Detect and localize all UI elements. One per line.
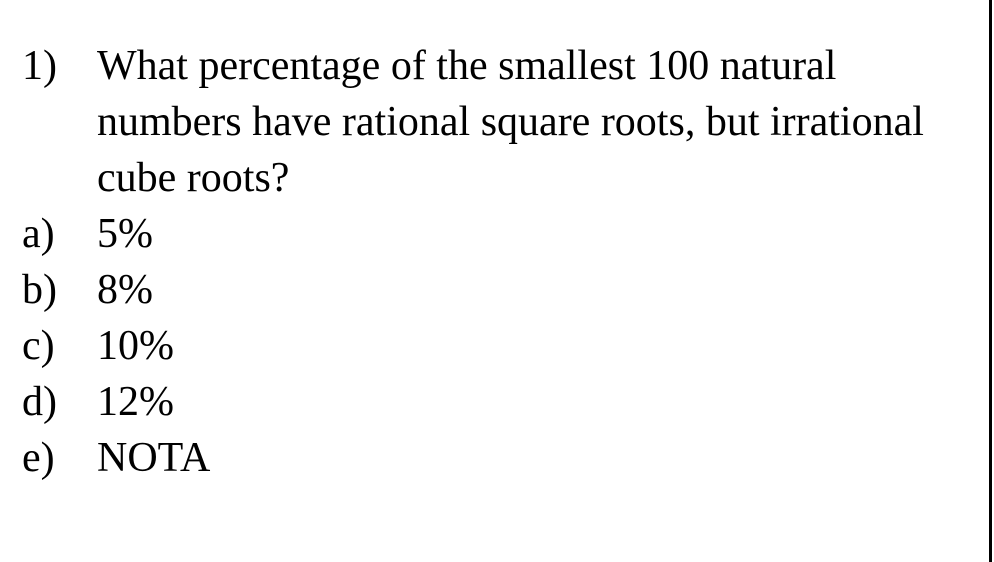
option-letter: b): [22, 267, 57, 313]
option-text: 8%: [97, 267, 153, 313]
option-letter: d): [22, 379, 57, 425]
next-question-partial: [30, 538, 650, 562]
question-number: 1): [22, 43, 57, 89]
option-a: [22, 206, 952, 262]
option-d: [22, 374, 952, 430]
option-e: [22, 430, 952, 486]
option-letter: e): [22, 435, 55, 481]
option-text: 5%: [97, 211, 153, 257]
option-text: 10%: [97, 323, 174, 369]
question-text: What percentage of the smallest 100 natural numbers have rational square roots, but irrational cube roots?: [97, 43, 924, 201]
question-block: [22, 38, 952, 486]
answer-options: [22, 206, 952, 486]
page-right-border: [989, 0, 992, 562]
option-text: 12%: [97, 379, 174, 425]
question-stem: [22, 38, 952, 206]
option-c: [22, 318, 952, 374]
option-b: [22, 262, 952, 318]
option-text: NOTA: [97, 435, 211, 481]
option-letter: a): [22, 211, 55, 257]
option-letter: c): [22, 323, 55, 369]
